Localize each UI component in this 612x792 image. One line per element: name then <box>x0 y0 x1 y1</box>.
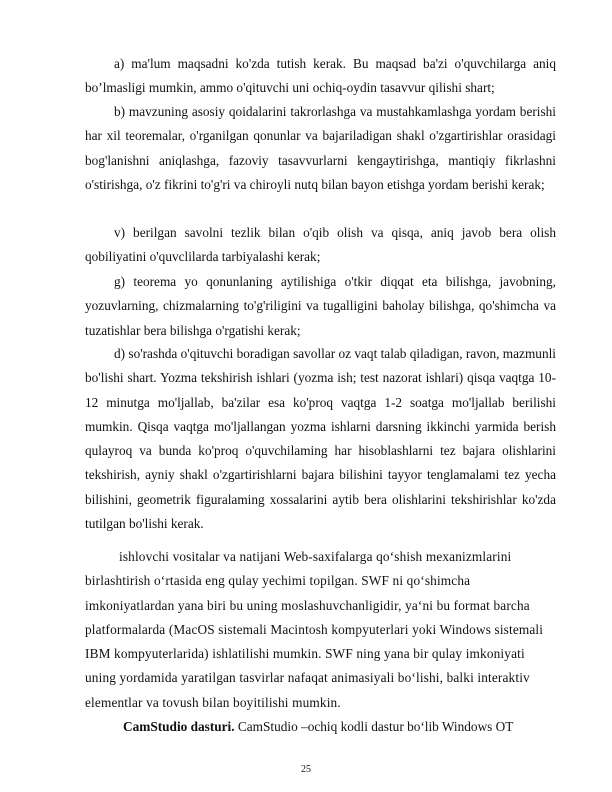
paragraph-camstudio <box>85 715 556 739</box>
paragraph-v: v) berilgan savolni tezlik bilan o'qib olish va qisqa, aniq javob bera olish qobiliyatini o'quvclilarda tarbiyalashi kerak; <box>85 225 556 265</box>
paragraph-g: g) teorema yo qonunlaning aytilishiga o'tkir diqqat eta bilishga, javobning, yozuvlarning, chizmalarning to'g'riligini va tugalligini baholay bilishga, qo'shimcha va tuzatishlar bera bilishga o'rgatishi kerak; <box>85 274 556 338</box>
paragraph-a: a) ma'lum maqsadni ko'zda tutish kerak. Bu maqsad ba'zi o'quvchilarga aniq bo’lmasligi mumkin, ammo o'qituvchi uni ochiq-oydin tasavvur qilishi shart; <box>85 56 556 96</box>
camstudio-text: CamStudio –ochiq kodli dastur bo‘lib Windows OT <box>237 719 514 734</box>
page-number: 25 <box>301 764 311 775</box>
paragraph-b: b) mavzuning asosiy qoidalarini takrorlashga va mustahkamlashga yordam berishi har xil teoremalar, o'rganilgan qonunlar va bajariladigan shakl o'zgartirishlar orasidagi bog'lanishni aniqlashga, fazoviy tasavvurlarni kengaytirishga, mantiqiy fikrlashni o'stirishga, o'z fikrini to'g'ri va chiroyli nutq bilan bayon etishga yordam berishi kerak; <box>85 104 556 192</box>
camstudio-heading: CamStudio dasturi. <box>123 719 235 734</box>
paragraph-d: d) so'rashda o'qituvchi boradigan savollar oz vaqt talab qiladigan, ravon, mazmunli bo'lishi shart. Yozma tekshirish ishlari (yozma ish; test nazorat ishlari) qisqa vaqtga 10-12 minutga mo'ljallab, ba'zilar esa ko'proq vaqtga 1-2 soatga mo'ljallab berilishi mumkin. Qisqa vaqtga mo'ljallangan yozma ishlarni darsning ikkinchi yarmida berish qulayroq va bunda ko'proq o'quvchilaming har hisoblashlarni tez bajara olishlarini tekshirish, ayniy shakl o'zgartirishlarni bajara bilishini tayyor tenglamalami tez yecha bilishini, geometrik figuralaming xossalarini aytib bera olishlarini tekshirishlar ko'zda tutilgan bo'lishi kerak. <box>85 346 556 532</box>
paragraph-web-pages: ishlovchi vositalar va natijani Web-saxifalarga qo‘shish mexanizmlarini birlashtirish o‘rtasida eng qulay yechimi topilgan. SWF ni qo‘shimcha imkoniyatlardan yana biri bu uning moslashuvchanligidir, ya‘ni bu format barcha platformalarda (MacOS sistemali Macintosh kompyuterlari yoki Windows sistemali IBM kompyuterlarida) ishlatilishi mumkin. SWF ning yana bir qulay imkoniyati uning yordamida yaratilgan tasvirlar nafaqat animasiyali bo‘lishi, balki interaktiv elementlar va tovush bilan boyitilishi mumkin. <box>85 549 544 710</box>
